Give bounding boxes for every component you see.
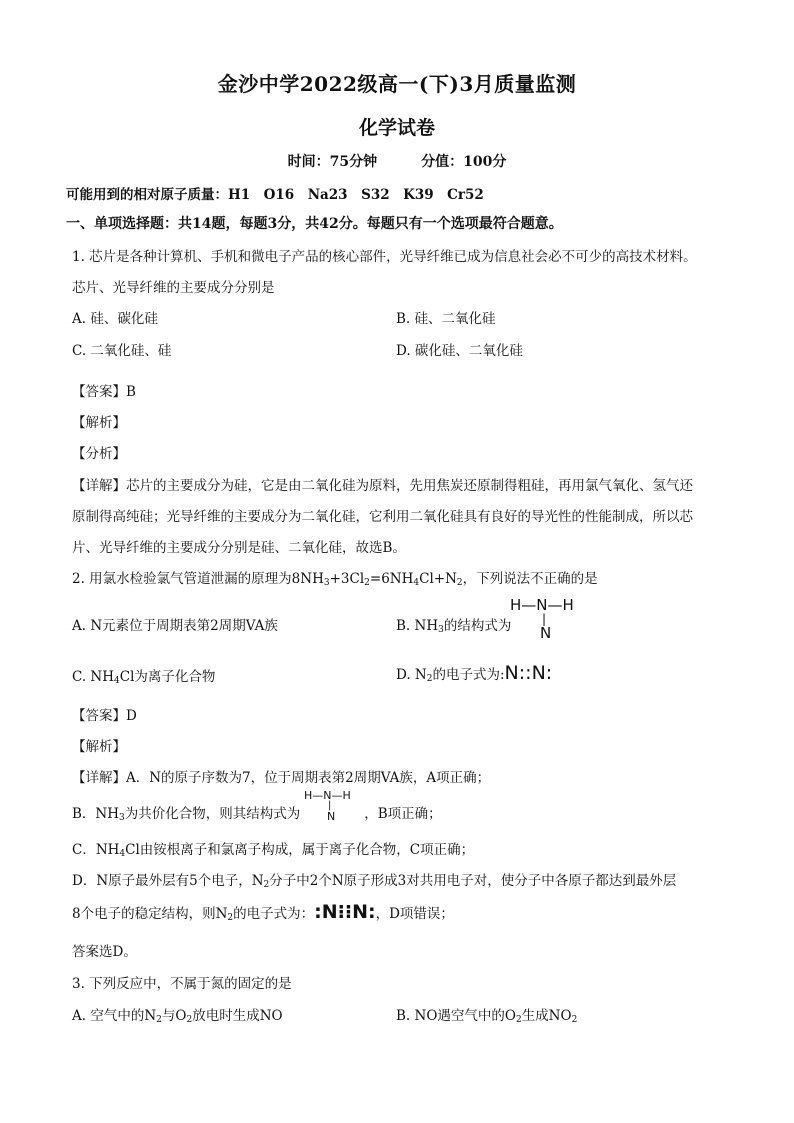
q1-option-c: C. 二氧化硅、硅 <box>72 343 172 359</box>
q2-detail-d1: D．N原子最外层有5个电子，$N_2$分子中2个N原子形成3对共用电子对，使分子中各原子都达到最外层 <box>72 873 677 890</box>
exam-score: 分值：100分 <box>421 154 507 170</box>
q1-option-d: D. 碳化硅、二氧化硅 <box>396 343 523 359</box>
q1-option-b: B. 硅、二氧化硅 <box>396 311 496 327</box>
q1-analysis: 【解析】 <box>72 415 126 431</box>
q2-detail-c: C．$NH_4Cl$由铵根离子和氯离子构成，属于离子化合物，C项正确； <box>72 842 475 859</box>
section1-heading: 一、单项选择题：共14题，每题3分，共42分。每题只有一个选项最符合题意。 <box>66 216 563 232</box>
q2-answer: 【答案】D <box>72 708 137 724</box>
q2-detail-b-structure: H—N—H | N <box>304 789 351 823</box>
q2-detail-d2-formula: :N⁝⁝N: <box>314 901 376 923</box>
q1-option-a: A. 硅、碳化硅 <box>72 311 158 327</box>
q1-stem-line2: 芯片、光导纤维的主要成分分别是 <box>72 280 275 296</box>
q2-conclusion: 答案选D。 <box>72 944 137 960</box>
q1-answer: 【答案】B <box>72 384 136 400</box>
q2-option-a: A. N元素位于周期表第2周期VA族 <box>72 618 278 634</box>
q2-option-d-formula: N::N: <box>504 662 553 684</box>
exam-time: 时间：75分钟 <box>287 154 378 170</box>
q2-detail-a: 【详解】A．N的原子序数为7，位于周期表第2周期VA族，A项正确； <box>72 770 491 786</box>
q2-option-b: B. $NH_3$的结构式为 <box>396 618 512 635</box>
q1-stem-line1: 1. 芯片是各种计算机、手机和微电子产品的核心部件，光导纤维已成为信息社会必不可少的高技术材料。 <box>72 249 697 265</box>
exam-time-score <box>0 151 794 171</box>
q1-detail-line1: 【详解】芯片的主要成分为硅，它是由二氧化硅为原料，先用焦炭还原制得粗硅，再用氯气氧化、氢气还 <box>72 478 693 494</box>
q2-option-b-structure: H—N—H | N <box>510 596 574 642</box>
page-title: 金沙中学2022级高一(下)3月质量监测 <box>217 72 577 96</box>
atomic-masses: 可能用到的相对原子质量：H1 O16 Na23 S32 K39 Cr52 <box>66 187 484 203</box>
subject-title: 化学试卷 <box>358 117 435 139</box>
q1-fenxi: 【分析】 <box>72 446 126 462</box>
q3-stem: 3. 下列反应中，不属于氮的固定的是 <box>72 976 292 992</box>
q2-detail-b: B．$NH_3$为共价化合物，则其结构式为 ，B项正确； <box>72 806 442 823</box>
q1-detail-line3: 片、光导纤维的主要成分分别是硅、二氧化硅，故选B。 <box>72 540 406 556</box>
q2-detail-d2: 8个电子的稳定结构，则$N_2$的电子式为：:N⁝⁝N:，D项错误； <box>72 901 454 923</box>
q2-analysis: 【解析】 <box>72 739 126 755</box>
q2-stem: 2. 用氯水检验氯气管道泄漏的原理为$8NH_3+3Cl_2=6NH_4Cl+N_2$，下列说法不正确的是 <box>72 571 598 588</box>
q3-option-b: B. NO遇空气中的$O_2$生成$NO_2$ <box>396 1008 578 1025</box>
q2-option-d: D. $N_2$的电子式为:N::N: <box>396 662 553 684</box>
q2-option-c: C. $NH_4Cl$为离子化合物 <box>72 669 216 686</box>
q3-option-a: A. 空气中的$N_2$与$O_2$放电时生成NO <box>72 1008 283 1025</box>
q1-detail-line2: 原制得高纯硅；光导纤维的主要成分为二氧化硅，它利用二氧化硅具有良好的导光性的性能制成，所以芯 <box>72 509 693 525</box>
